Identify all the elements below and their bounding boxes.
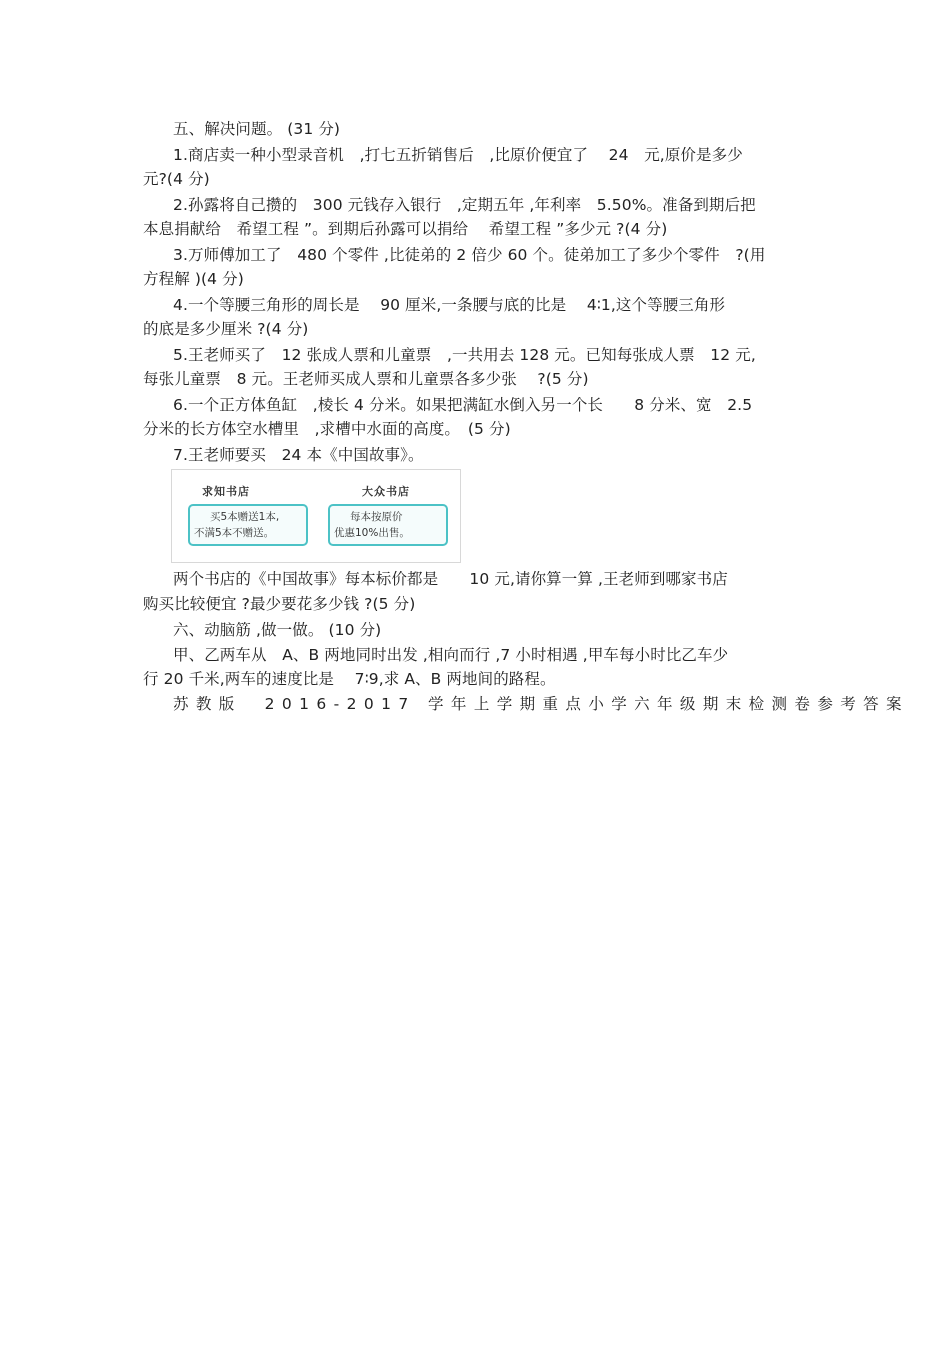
right-store-offer-line-1: 每本按原价 <box>350 511 403 523</box>
question-6-line-1: 6.一个正方体鱼缸 ,棱长 4 分米。如果把满缸水倒入另一个长 8 分米、宽 2.5 <box>173 396 753 414</box>
left-store-offer-line-2: 不满5本不赠送。 <box>194 527 275 539</box>
question-3-line-2: 方程解 )(4 分) <box>143 270 244 288</box>
question-4-line-1: 4.一个等腰三角形的周长是 90 厘米,一条腰与底的比是 4∶1,这个等腰三角形 <box>173 296 726 314</box>
section-six-problem-line-2: 行 20 千米,两车的速度比是 7∶9,求 A、B 两地间的路程。 <box>143 670 556 688</box>
left-store-offer-line-1: 买5本赠送1本, <box>210 511 280 523</box>
right-store-name: 大众书店 <box>362 485 410 498</box>
section-six-problem-line-1: 甲、乙两车从 A、B 两地同时出发 ,相向而行 ,7 小时相遇 ,甲车每小时比乙车少 <box>173 646 729 664</box>
question-7-line-3: 购买比较便宜 ?最少要花多少钱 ?(5 分) <box>143 595 416 613</box>
question-1-line-1: 1.商店卖一种小型录音机 ,打七五折销售后 ,比原价便宜了 24 元,原价是多少 <box>173 146 743 164</box>
question-3-line-1: 3.万师傅加工了 480 个零件 ,比徒弟的 2 倍少 60 个。徒弟加工了多少个零件 ?(用 <box>173 246 766 264</box>
answer-key-title: 苏教版 2016-2017 学年上学期重点小学六年级期末检测卷参考答案 <box>173 695 909 713</box>
question-7-line-1: 7.王老师要买 24 本《中国故事》。 <box>173 446 424 464</box>
left-store-name: 求知书店 <box>202 485 250 498</box>
section-six-heading: 六、动脑筋 ,做一做。 (10 分) <box>173 621 382 639</box>
question-2-line-2: 本息捐献给 希望工程 ”。到期后孙露可以捐给 希望工程 ”多少元 ?(4 分) <box>143 220 668 238</box>
question-1-line-2: 元?(4 分) <box>143 170 210 188</box>
bookstore-comparison-figure <box>171 469 461 563</box>
right-store-offer-line-2: 优惠10%出售。 <box>334 527 410 539</box>
question-5-line-2: 每张儿童票 8 元。王老师买成人票和儿童票各多少张 ?(5 分) <box>143 370 589 388</box>
question-2-line-1: 2.孙露将自己攒的 300 元钱存入银行 ,定期五年 ,年利率 5.50%。准备到期后把 <box>173 196 756 214</box>
question-4-line-2: 的底是多少厘米 ?(4 分) <box>143 320 309 338</box>
left-store-offer-box <box>188 504 308 546</box>
question-5-line-1: 5.王老师买了 12 张成人票和儿童票 ,一共用去 128 元。已知每张成人票 12 元, <box>173 346 756 364</box>
question-6-line-2: 分米的长方体空水槽里 ,求槽中水面的高度。 (5 分) <box>143 420 511 438</box>
section-five-heading: 五、解决问题。 (31 分) <box>173 120 341 138</box>
question-7-line-2: 两个书店的《中国故事》每本标价都是 10 元,请你算一算 ,王老师到哪家书店 <box>173 570 728 588</box>
right-store-offer-box <box>328 504 448 546</box>
